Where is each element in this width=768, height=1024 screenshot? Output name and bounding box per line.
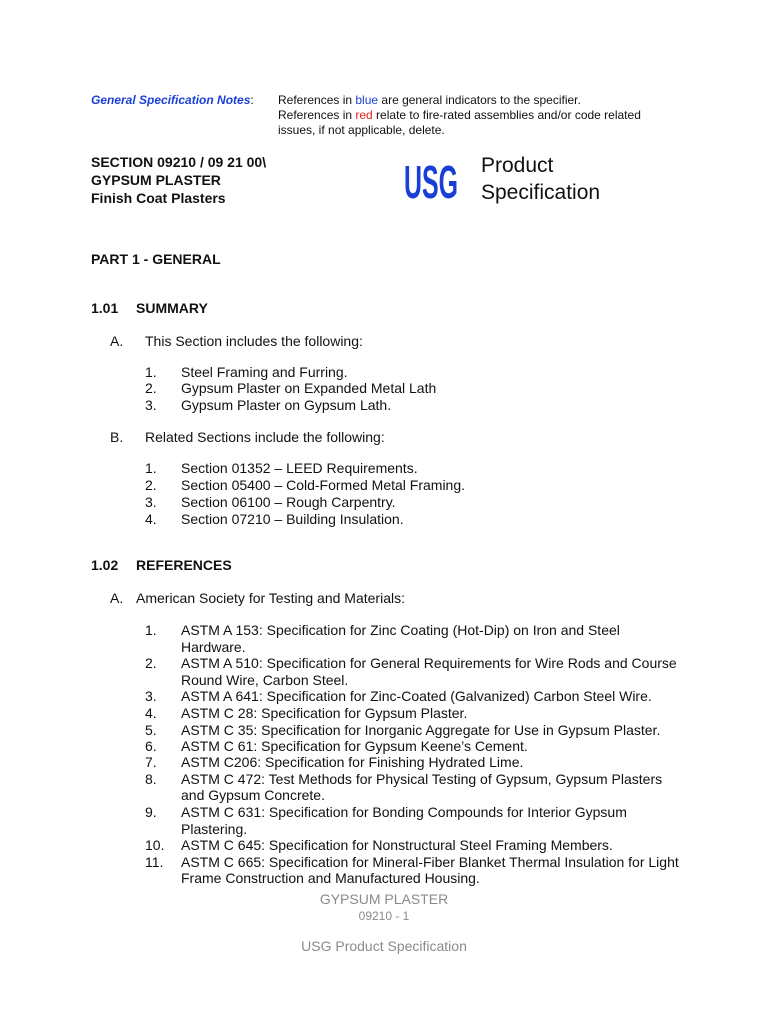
list-item: Steel Framing and Furring. xyxy=(181,364,348,380)
reference-item: ASTM C 645: Specification for Nonstructural Steel Framing Members. xyxy=(181,837,613,853)
reference-number: 5. xyxy=(145,722,157,738)
reference-item: ASTM A 510: Specification for General Requirements for Wire Rods and Course xyxy=(181,655,677,671)
section-number: SECTION 09210 / 09 21 00\ xyxy=(91,154,267,170)
paragraph-a-text: American Society for Testing and Materials: xyxy=(136,590,405,606)
reference-item: ASTM C 665: Specification for Mineral-Fiber Blanket Thermal Insulation for Light xyxy=(181,854,679,870)
notes-line-1: References in blue are general indicators to the specifier. xyxy=(278,93,581,107)
section-1-02-title: REFERENCES xyxy=(136,557,232,573)
paragraph-a-text: This Section includes the following: xyxy=(145,333,363,349)
reference-item: ASTM C 35: Specification for Inorganic Aggregate for Use in Gypsum Plaster. xyxy=(181,722,661,738)
list-item-number: 4. xyxy=(145,511,157,527)
reference-number: 6. xyxy=(145,738,157,754)
reference-number: 3. xyxy=(145,688,157,704)
reference-number: 11. xyxy=(145,854,164,870)
section-subtitle: Finish Coat Plasters xyxy=(91,190,226,206)
list-item: Gypsum Plaster on Gypsum Lath. xyxy=(181,397,392,413)
footer-page-number: 09210 - 1 xyxy=(358,909,410,923)
list-item-number: 3. xyxy=(145,397,157,413)
spec-notes-text xyxy=(278,93,698,138)
reference-item: ASTM A 153: Specification for Zinc Coating (Hot-Dip) on Iron and Steel xyxy=(181,622,620,638)
list-item: Section 06100 – Rough Carpentry. xyxy=(181,494,396,510)
reference-item: ASTM A 641: Specification for Zinc-Coated (Galvanized) Carbon Steel Wire. xyxy=(181,688,652,704)
reference-item-continued: Round Wire, Carbon Steel. xyxy=(181,672,349,688)
list-item: Gypsum Plaster on Expanded Metal Lath xyxy=(181,380,437,396)
reference-number: 10. xyxy=(145,837,165,853)
reference-item: ASTM C 472: Test Methods for Physical Testing of Gypsum, Gypsum Plasters xyxy=(181,771,663,787)
paragraph-b-label: B. xyxy=(110,429,124,445)
list-item-number: 2. xyxy=(145,380,157,396)
product-title-line-1: Product xyxy=(481,154,554,177)
product-title-line-2: Specification xyxy=(481,181,601,204)
svg-text:USG: USG xyxy=(404,156,458,208)
section-1-01-title: SUMMARY xyxy=(136,300,208,316)
list-item-number: 1. xyxy=(145,460,157,476)
list-item: Section 05400 – Cold-Formed Metal Framing. xyxy=(181,477,466,493)
section-title: GYPSUM PLASTER xyxy=(91,172,221,188)
reference-item-continued: and Gypsum Concrete. xyxy=(181,787,325,803)
reference-number: 2. xyxy=(145,655,157,671)
list-item-number: 3. xyxy=(145,494,157,510)
section-1-01-number: 1.01 xyxy=(91,300,119,316)
footer-document-name: USG Product Specification xyxy=(301,938,467,954)
reference-number: 9. xyxy=(145,804,157,820)
notes-line-2: References in red relate to fire-rated assemblies and/or code related xyxy=(278,108,641,122)
section-heading xyxy=(91,153,266,207)
reference-number: 1. xyxy=(145,622,157,638)
usg-logo xyxy=(404,158,458,208)
part-heading: PART 1 - GENERAL xyxy=(91,251,221,267)
reference-item: ASTM C 28: Specification for Gypsum Plaster. xyxy=(181,705,468,721)
reference-item-continued: Plastering. xyxy=(181,821,248,837)
section-1-02-number: 1.02 xyxy=(91,557,119,573)
reference-item: ASTM C206: Specification for Finishing Hydrated Lime. xyxy=(181,754,524,770)
reference-number: 8. xyxy=(145,771,157,787)
reference-item-continued: Hardware. xyxy=(181,639,246,655)
list-item: Section 07210 – Building Insulation. xyxy=(181,511,404,527)
reference-number: 7. xyxy=(145,754,157,770)
paragraph-b-text: Related Sections include the following: xyxy=(145,429,385,445)
notes-line-3: issues, if not applicable, delete. xyxy=(278,123,445,137)
list-item-number: 1. xyxy=(145,364,157,380)
reference-item: ASTM C 61: Specification for Gypsum Keene’s Cement. xyxy=(181,738,528,754)
paragraph-a-label: A. xyxy=(110,590,124,606)
reference-number: 4. xyxy=(145,705,157,721)
paragraph-a-label: A. xyxy=(110,333,124,349)
reference-item: ASTM C 631: Specification for Bonding Compounds for Interior Gypsum xyxy=(181,804,627,820)
footer-title: GYPSUM PLASTER xyxy=(319,891,449,907)
list-item-number: 2. xyxy=(145,477,157,493)
spec-notes-label: General Specification Notes: xyxy=(91,93,254,107)
product-specification-title xyxy=(481,152,600,206)
reference-item-continued: Frame Construction and Manufactured Housing. xyxy=(181,870,480,886)
list-item: Section 01352 – LEED Requirements. xyxy=(181,460,418,476)
